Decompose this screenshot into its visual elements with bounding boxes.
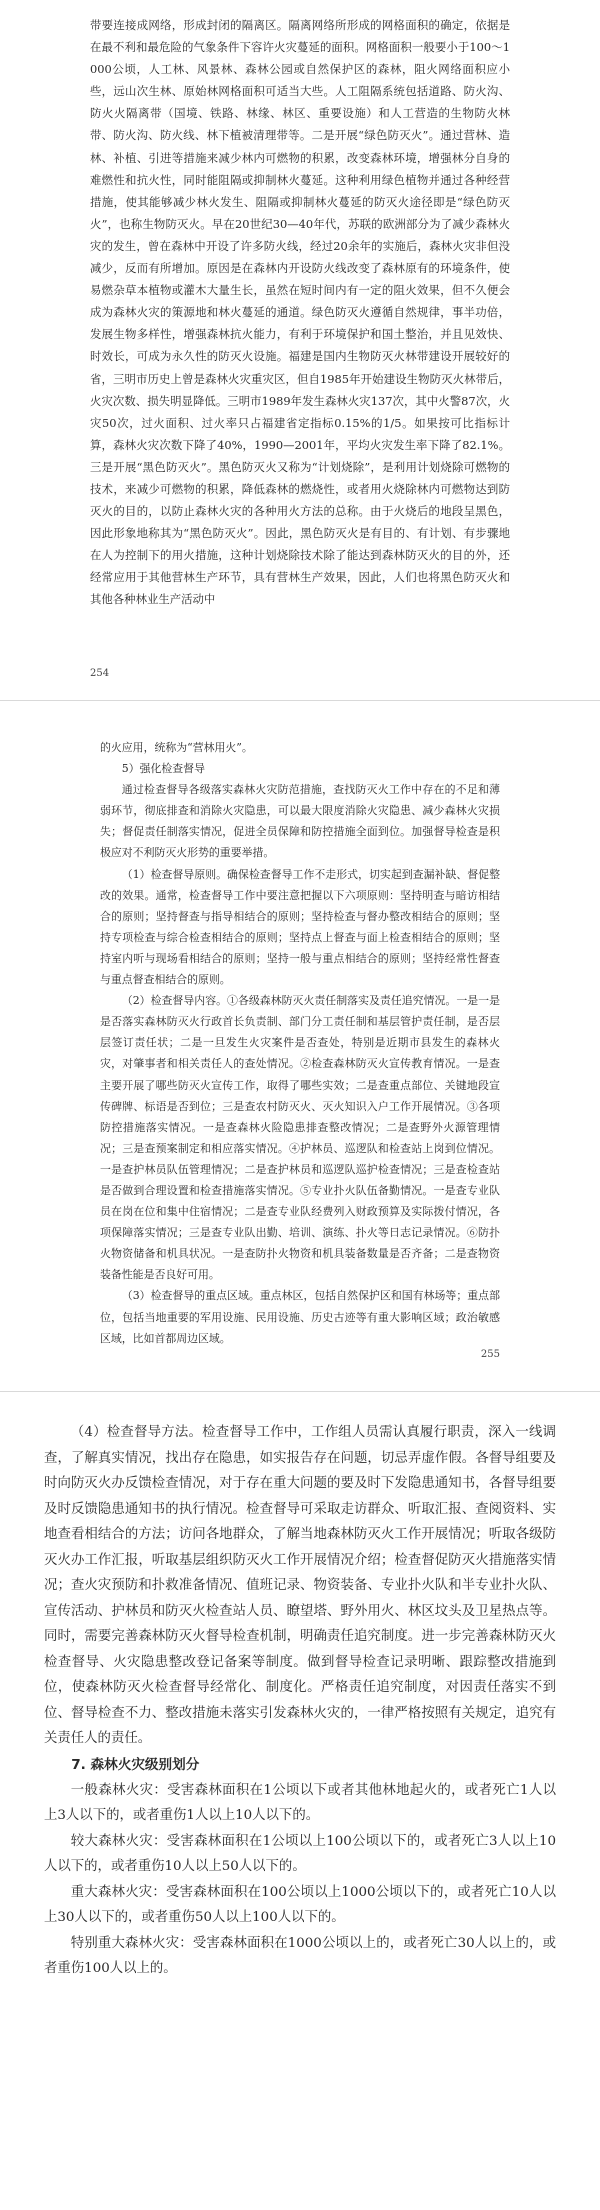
fire-level-especially-major: 特别重大森林火灾：受害森林面积在1000公顷以上的，或者死亡30人以上的，或者重伤100人以上的。 — [44, 1935, 556, 1976]
page-number: 255 — [480, 1349, 500, 1360]
continuation-line: 的火应用，统称为“营林用火”。 — [100, 741, 253, 754]
principles-paragraph: （1）检查督导原则。确保检查督导工作不走形式，切实起到查漏补缺、督促整改的效果。通常，检查督导工作中要注意把握以下六项原则：坚持明查与暗访相结合的原则；坚持督查与指导相结合的原则；坚持检查与督办整改相结合的原则；坚持专项检查与综合检查相结合的原则；坚持点上督查与面上检查相结合的原则；坚持室内听与现场看相结合的原则；坚持一般与重点相结合的原则；坚持经常性督查与重点督查相结合的原则。 — [100, 867, 500, 987]
content-paragraph: （2）检查督导内容。①各级森林防灭火责任制落实及责任追究情况。一是一是是否落实森林防灭火行政首长负责制、部门分工责任制和基层管护责任制，是否层层签订责任状；二是一旦发生火灾案件是否查处，特别是近期市县发生的森林火灾，对肇事者和相关责任人的查处情况。②检查森林防灭火宣传教育情况。一是查主要开展了哪些防灭火宣传工作，取得了哪些实效；二是查重点部位、关键地段宣传碑牌、标语是否到位；三是查农村防灭火、灭火知识入户工作开展情况。③各项防控措施落实情况。一是查森林火险隐患排查整改情况；二是查野外火源管理情况；三是查预案制定和相应落实情况。④护林员、巡逻队和检查站上岗到位情况。一是查护林员队伍管理情况；二是查护林员和巡逻队巡护检查情况；三是查检查站是否做到合理设置和检查措施落实情况。⑤专业扑火队伍备勤情况。一是查专业队员在岗在位和集中住宿情况；二是查专业队经费列入财政预算及实际拨付情况，各项保障落实情况；三是查专业队出勤、培训、演练、扑火等日志记录情况。⑥防扑火物资储备和机具状况。一是查防扑火物资和机具装备数量是否齐备；二是查物资装备性能是否良好可用。 — [100, 994, 500, 1282]
intro-paragraph: 通过检查督导各级落实森林火灾防范措施，查找防灭火工作中存在的不足和薄弱环节，彻底排查和消除火灾隐患，可以最大限度消除火灾隐患、减少森林火灾损失；督促责任制落实情况，促进全员保障和防控措施全面到位。加强督导检查是积极应对不利防灭火形势的重要举措。 — [100, 783, 500, 860]
book-page-254 — [0, 0, 600, 700]
book-page-256 — [0, 1392, 600, 2210]
fire-level-major: 重大森林火灾：受害森林面积在100公顷以上1000公顷以下的，或者死亡10人以上30人以下的，或者重伤50人以上100人以下的。 — [44, 1884, 556, 1925]
fire-level-larger: 较大森林火灾：受害森林面积在1公顷以上100公顷以下的，或者死亡3人以上10人以下的，或者重伤10人以上50人以下的。 — [44, 1833, 556, 1874]
body-paragraph: 带要连接成网络，形成封闭的隔离区。隔离网络所形成的网格面积的确定，依据是在最不利和最危险的气象条件下容许火灾蔓延的面积。网格面积一般要小于100～1000公顷，人工林、风景林、森林公园或自然保护区的森林，阻火网络面积应小些，远山次生林、原始林网格面积可适当大些。人工阻隔系统包括道路、防火沟、防火火隔离带（国境、铁路、林缘、林区、重要设施）和人工营造的生物防火林带、防火沟、防火线、林下植被清理带等。二是开展“绿色防灭火”。通过营林、造林、补植、引进等措施来减少林内可燃物的积累，改变森林环境，增强林分自身的难燃性和抗火性，同时能阻隔或抑制林火蔓延。这种利用绿色植物并通过各种经营措施，使其能够减少林火发生、阻隔或抑制林火蔓延的防灭火途径即是“绿色防灭火”，也称生物防灭火。早在20世纪30—40年代，苏联的欧洲部分为了减少森林火灾的发生，曾在森林中开设了许多防火线，经过20余年的实施后，森林火灾非但没减少，反而有所增加。原因是在森林内开设防火线改变了森林原有的环境条件，使易燃杂草本植物或灌木大量生长，虽然在短时间内有一定的阻火效果，但不久便会成为森林火灾的策源地和林火蔓延的通道。绿色防灭火遵循自然规律，事半功倍，发展生物多样性，增强森林抗火能力，有利于环境保护和国土整治，并且见效快、时效长，可成为永久性的防灭火设施。福建是国内生物防灭火林带建设开展较好的省，三明市历史上曾是森林火灾重灾区，但自1985年开始建设生物防灭火林带后，火灾次数、损失明显降低。三明市1989年发生森林火灾137次，其中火警87次，火灾50次，过火面积、过火率只占福建省定指标0.15%的1/5。如果按可比指标计算，森林火灾次数下降了40%，1990—2001年，平均火灾发生率下降了82.1%。三是开展“黑色防灭火”。黑色防灭火又称为“计划烧除”，是利用计划烧除可燃物的技术，来减少可燃物的积累，降低森林的燃烧性，或者用火烧除林内可燃物达到防灭火的目的，以防止森林火灾的各种用火方法的总称。由于火烧后的地段呈黑色，因此形象地称其为“黑色防灭火”。因此，黑色防灭火是有目的、有计划、有步骤地在人为控制下的用火措施，这种计划烧除技术除了能达到森林防灭火的目的外，还经常应用于其他营林生产环节，具有营林生产效果，因此，人们也将黑色防灭火和其他各种林业生产活动中 — [90, 18, 510, 607]
book-page-255 — [0, 701, 600, 1391]
section-heading: 7. 森林火灾级别划分 — [71, 1756, 200, 1773]
page-number: 254 — [90, 668, 110, 679]
key-areas-paragraph: （3）检查督导的重点区域。重点林区，包括自然保护区和国有林场等；重点部位，包括当地重要的军用设施、民用设施、历史古迹等有重大影响区域；政治敏感区域，比如首都周边区域。 — [100, 1289, 500, 1345]
section-title: 5）强化检查督导 — [121, 762, 205, 776]
fire-level-general: 一般森林火灾：受害森林面积在1公顷以下或者其他林地起火的，或者死亡1人以上3人以下的，或者重伤1人以上10人以下的。 — [44, 1782, 556, 1823]
methods-paragraph: （4）检查督导方法。检查督导工作中，工作组人员需认真履行职责，深入一线调查，了解真实情况，找出存在隐患，如实报告存在问题，切忌弄虚作假。各督导组要及时向防灭火办反馈检查情况，对于存在重大问题的要及时下发隐患通知书，各督导组要及时反馈隐患通知书的执行情况。检查督导可采取走访群众、听取汇报、查阅资料、实地查看相结合的方法；访问各地群众，了解当地森林防灭火工作开展情况；听取各级防灭火办工作汇报，听取基层组织防灭火工作开展情况介绍；检查督促防灭火措施落实情况；查火灾预防和扑救准备情况、值班记录、物资装备、专业扑火队和半专业扑火队、宣传活动、护林员和防灭火检查站人员、瞭望塔、野外用火、林区坟头及卫星热点等。同时，需要完善森林防灭火督导检查机制，明确责任追究制度。进一步完善森林防灭火检查督导、火灾隐患整改登记备案等制度。做到督导检查记录明晰、跟踪整改措施到位，使森林防灭火检查督导经常化、制度化。严格责任追究制度，对因责任落实不到位、督导检查不力、整改措施未落实引发森林火灾的，一律严格按照有关规定，追究有关责任人的责任。 — [44, 1425, 556, 1746]
